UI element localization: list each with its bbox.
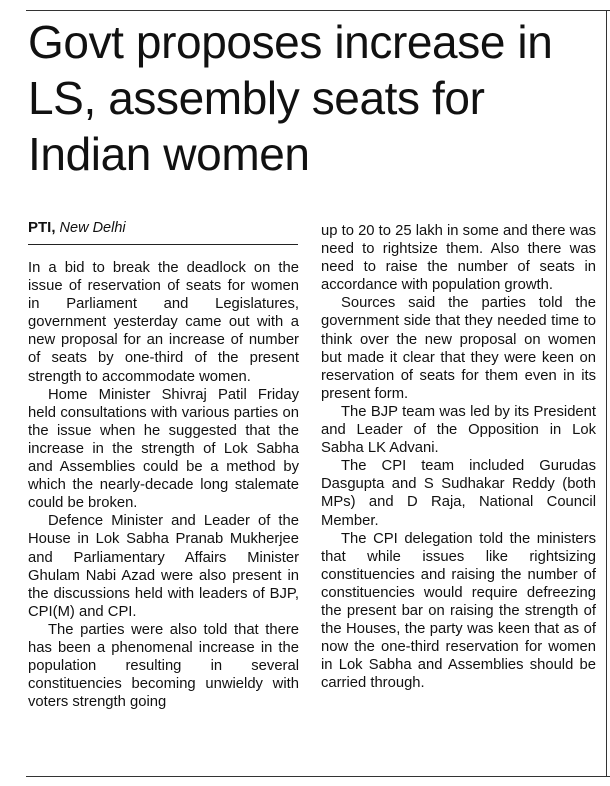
byline-divider	[28, 244, 298, 245]
byline-place: New Delhi	[59, 220, 126, 236]
article-column-right	[321, 222, 596, 692]
byline	[28, 218, 298, 238]
paragraph-cpi-team: The CPI team included Gurudas Dasgupta and S Sudhakar Reddy (both MPs) and D Raja, National Council Member.	[321, 458, 596, 529]
paragraph-intro: In a bid to break the deadlock on the issue of reservation of seats for women in Parliament and Legislatures, government yesterday came out with a new proposal for an increase of number of seats by one-third of the present strength to accommodate women.	[28, 260, 299, 385]
top-border-rule	[26, 10, 610, 11]
paragraph-home-minister: Home Minister Shivraj Patil Friday held consultations with various parties on the issue when he suggested that the increase in the strength of Lok Sabha and Assemblies could be a method by which the nearly-decade long stalemate could be broken.	[28, 386, 299, 512]
byline-agency: PTI,	[28, 219, 56, 236]
bottom-border-rule	[26, 776, 610, 777]
paragraph-bjp-team: The BJP team was led by its President and Leader of the Opposition in Lok Sabha LK Advani.	[321, 403, 596, 457]
paragraph-cpi-delegation: The CPI delegation told the ministers that while issues like rightsizing constituencies and raising the number of constituencies would require defreezing the present bar on raising the strength of the Houses, the party was keen that as of now the one-third reservation for women in Lok Sabha and Assemblies should be carried through.	[321, 530, 596, 692]
paragraph-defence-minister: Defence Minister and Leader of the House in Lok Sabha Pranab Mukherjee and Parliamentary Affairs Minister Ghulam Nabi Azad were also present in the discussions held with leaders of BJP, CPI(M) and CPI.	[28, 513, 299, 620]
article-column-left	[28, 259, 299, 711]
article-headline: Govt proposes increase in LS, assembly seats for Indian women	[28, 16, 553, 180]
paragraph-population: The parties were also told that there has been a phenomenal increase in the population resulting in several constituencies becoming unwieldy with voters strength going	[28, 621, 299, 711]
paragraph-sources: Sources said the parties told the government side that they needed time to think over the new proposal on women but made it clear that they were keen on reservation of seats for them even in its present form.	[321, 295, 596, 402]
paragraph-population-continued: up to 20 to 25 lakh in some and there was need to rightsize them. Also there was need to raise the number of seats in accordance with population growth.	[321, 223, 596, 294]
